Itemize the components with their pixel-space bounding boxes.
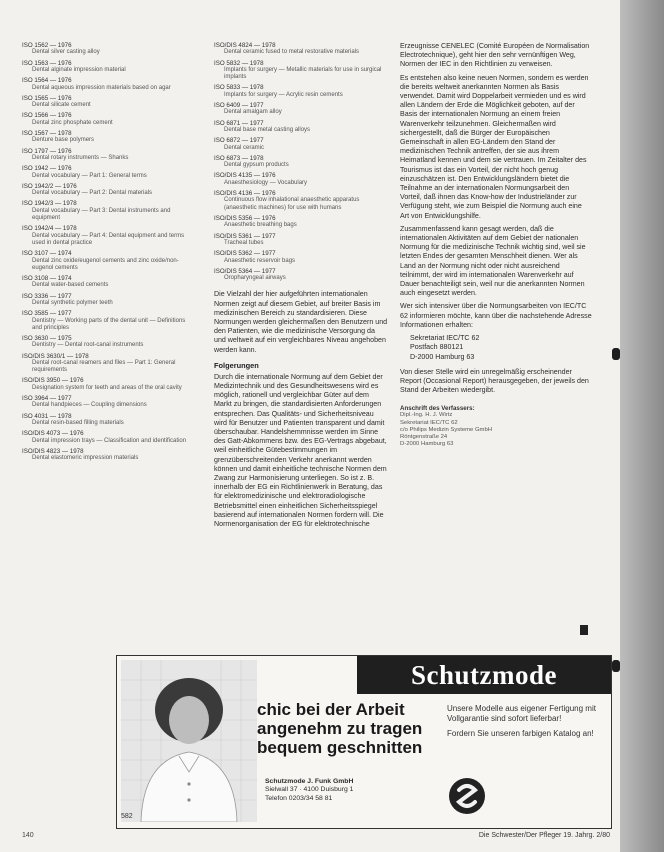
iso-standard-entry (22, 250, 190, 272)
author-line: c/o Philips Medizin Systeme GmbH (400, 426, 492, 433)
iso-title: Dental silicate cement (32, 102, 91, 109)
ad-catalog-text: Fordern Sie unseren farbigen Katalog an! (447, 729, 594, 739)
iso-standards-list-left (22, 42, 190, 465)
iso-standard-entry (214, 233, 388, 248)
iso-standard-entry (22, 95, 190, 110)
ad-delivery-text: Unsere Modelle aus eigener Fertigung mit Vollgarantie sind sofort lieferbar! (447, 704, 596, 723)
iso-standard-entry (22, 60, 190, 75)
paragraph-summary: Zusammenfassend kann gesagt werden, daß die internationalen Aktivitäten auf dem Gebiet der nationalen Normung für die medizinische Technik wichtig sind, weil sie letzten Endes der gesamten Menschheit dienen. Wer als Land an der Normung nicht oder nicht ausreichend teilnimmt, der wird im internationalen Warenverkehr auf Dauer benachteiligt sein, weil nur die anerkannten Normen auch eingesetzt werden. (400, 224, 586, 298)
slogan-line: bequem geschnitten (257, 738, 423, 757)
paragraph-cenelec: Erzeugnisse CENELEC (Comité Européen de Normalisation Electrotechnique), geht hier den sehr vernünftigen Weg, Normen der IEC in den Richtlinien zu verweisen. (400, 42, 590, 69)
iso-code: ISO 1942/4 — 1978 (22, 225, 77, 233)
iso-code: ISO 1564 — 1976 (22, 77, 72, 85)
binder-hole (612, 660, 620, 672)
iso-standard-entry (22, 225, 190, 247)
company-phone: Telefon 0203/34 58 81 (265, 794, 333, 802)
iso-code: ISO 1942/2 — 1976 (22, 182, 77, 190)
iso-code: ISO 3630 — 1975 (22, 334, 72, 342)
iso-standards-list-middle (214, 42, 388, 282)
ad-slogan (257, 700, 432, 757)
iso-code: ISO/DIS 3950 — 1976 (22, 377, 84, 385)
iso-standard-entry (22, 275, 190, 290)
iso-title: Dental zinc oxide/eugenol cements and zinc oxide/non-eugenol cements (32, 257, 179, 271)
iso-standard-entry (22, 200, 190, 222)
iso-code: ISO 1942/3 — 1978 (22, 200, 77, 208)
iso-standard-entry (22, 148, 190, 163)
iso-standard-entry (22, 130, 190, 145)
company-logo-icon (447, 776, 487, 816)
iso-code: ISO 1562 — 1976 (22, 42, 72, 49)
iso-title: Dental zinc phosphate cement (32, 119, 113, 126)
author-line: Röntgenstraße 24 (400, 433, 448, 440)
iso-standard-entry (22, 377, 190, 392)
address-line: D-2000 Hamburg 63 (410, 352, 475, 361)
slogan-line: angenehm zu tragen (257, 719, 423, 738)
iso-title: Dental vocabulary — Part 4: Dental equipment and terms used in dental practice (32, 232, 185, 246)
iso-standard-entry (22, 77, 190, 92)
paragraph-report: Von dieser Stelle wird ein unregelmäßig erscheinender Report (Occasional Report) herausgegeben, der jeweils den Stand der Arbeiten wiedergibt. (400, 367, 589, 395)
iso-code: ISO 6871 — 1977 (214, 119, 264, 127)
iso-code: ISO 1797 — 1976 (22, 147, 72, 155)
iso-title: Dental amalgam alloy (224, 109, 282, 116)
author-line: D-2000 Hamburg 63 (400, 441, 454, 448)
iso-title: Dental synthetic polymer teeth (32, 299, 113, 306)
iso-standard-entry (22, 448, 190, 463)
iso-title: Dental alginate impression material (32, 67, 126, 74)
address-line: Postfach 880121 (410, 343, 464, 352)
iso-code: ISO/DIS 5362 — 1977 (214, 250, 276, 258)
iso-title: Dental silver casting alloy (32, 49, 100, 56)
iso-code: ISO 6872 — 1977 (214, 137, 264, 145)
iso-standard-entry (22, 42, 190, 57)
nurse-photo-illustration (121, 660, 257, 822)
page-number: 140 (22, 832, 34, 839)
iso-standard-entry (214, 250, 388, 265)
iso-title: Dental elastomeric impression materials (32, 455, 139, 462)
iso-title: Anaesthetic reservoir bags (224, 257, 296, 264)
iso-standard-entry (22, 395, 190, 410)
iso-code: ISO/DIS 5361 — 1977 (214, 232, 276, 240)
iso-standard-entry (214, 190, 388, 212)
intro-paragraph: Die Vielzahl der hier aufgeführten internationalen Normen zeigt auf diesem Gebiet, auf breiter Basis im medizinischen Bereich zu standardisieren. Diese Normungen werden gleichermaßen den Benutzern und den Patienten, wie die medizinische Versorgung da und weltweit auf ein vergleichbares Niveau angehoben werden kann. (214, 290, 388, 354)
author-line: Dipl.-Ing. H. J. Wirtz (400, 412, 453, 419)
ad-company-address (265, 778, 425, 803)
iso-standard-entry (214, 215, 388, 230)
iso-title: Continuous flow inhalational anaesthetic apparatus (anaesthetic machines) for use with humans (224, 197, 360, 211)
iso-code: ISO 5832 — 1978 (214, 59, 264, 67)
iso-standard-entry (22, 353, 190, 375)
iso-code: ISO/DIS 4824 — 1978 (214, 42, 276, 49)
iso-code: ISO 1565 — 1976 (22, 94, 72, 102)
iso-code: ISO 5833 — 1978 (214, 84, 264, 92)
iso-code: ISO 3964 — 1977 (22, 394, 72, 402)
author-address (400, 412, 592, 448)
iso-title: Dental vocabulary — Part 2: Dental materials (32, 190, 153, 197)
secretariat-address (400, 334, 592, 362)
iso-code: ISO 3336 — 1977 (22, 292, 72, 300)
iso-title: Anaesthetic breathing bags (224, 222, 297, 229)
iso-standard-entry (214, 42, 388, 57)
iso-title: Dental vocabulary — Part 3: Dental instruments and equipment (32, 207, 171, 222)
section-heading-folgerungen: Folgerungen (214, 360, 259, 370)
iso-code: ISO 3585 — 1977 (22, 310, 72, 318)
iso-standard-entry (22, 430, 190, 445)
iso-code: ISO 4031 — 1978 (22, 412, 72, 420)
iso-code: ISO/DIS 5356 — 1976 (214, 214, 276, 222)
iso-code: ISO 1566 — 1976 (22, 112, 72, 120)
iso-code: ISO 6873 — 1978 (214, 154, 264, 162)
iso-standard-entry (214, 60, 388, 82)
iso-standard-entry (214, 172, 388, 187)
iso-code: ISO/DIS 4135 — 1976 (214, 172, 276, 180)
iso-title: Dental vocabulary — Part 1: General terms (32, 172, 147, 179)
slogan-line: chic bei der Arbeit (257, 700, 405, 719)
company-name: Schutzmode J. Funk GmbH (265, 778, 354, 785)
iso-standard-entry (22, 310, 190, 332)
iso-title: Tracheal tubes (224, 239, 264, 246)
iso-title: Dental aqueous impression materials based on agar (32, 84, 171, 91)
iso-title: Implants for surgery — Acrylic resin cements (224, 91, 343, 98)
iso-title: Dental base metal casting alloys (224, 127, 311, 134)
iso-code: ISO/DIS 4136 — 1976 (214, 190, 276, 198)
iso-title: Dentistry — Dental root-canal instruments (32, 342, 144, 349)
iso-title: Dental resin-based filling materials (32, 420, 124, 426)
iso-code: ISO 6409 — 1977 (214, 102, 264, 110)
iso-title: Dental water-based cements (32, 282, 109, 289)
paragraph-info: Wer sich intensiver über die Normungsarbeiten von IEC/TC 62 informieren möchte, kann über die nachstehende Adresse Informationen erhalten: (400, 302, 592, 329)
company-street: Sielwall 37 · 4100 Duisburg 1 (265, 786, 354, 794)
paragraph-no-new-norms: Es entstehen also keine neuen Normen, sondern es werden die bereits weltweit anerkannten Normen als Basis verwendet. Damit wird Doppelarbeit vermieden und es wird allen Ländern der Erde die Möglichkeit geboten, auf der Basis der internationalen Normung an einem freien Warenverkehr teilzunehmen. Gleichermaßen wird sichergestellt, daß die Bürger der Europäischen Gemeinschaft in allen EG-Ländern den Stand der medizinischen Technik antreffen, der sie aus ihrem Heimatland kennen und dem sie vertrauen. Im Zeitalter des Tourismus ist das ein Vorteil, der nicht hoch genug einzuschätzen ist. Den Entwicklungsländern bietet die Teilnahme an der internationalen Normungsarbeit den Vorteil, daß ihnen das Know-how der Industrieländer zur Verfügung steht, wie zum Beispiel die Normung auch eine Art von Entwicklungshilfe. (400, 73, 589, 220)
scan-background-edge (620, 0, 664, 852)
ad-photo-nurse (121, 660, 257, 822)
author-heading: Anschrift des Verfassers: (400, 405, 475, 413)
iso-code: ISO 1567 — 1978 (22, 130, 72, 138)
iso-code: ISO/DIS 4823 — 1978 (22, 447, 84, 455)
iso-title: Dental impression trays — Classification and identification (32, 437, 187, 444)
iso-title: Oropharyngeal airways (224, 275, 286, 282)
iso-standard-entry (214, 155, 388, 170)
iso-title: Designation system for teeth and areas of the oral cavity (32, 384, 182, 391)
iso-title: Dental ceramic fused to metal restorative materials (224, 49, 360, 56)
address-line: Sekretariat IEC/TC 62 (410, 334, 480, 343)
iso-title: Dentistry — Working parts of the dental unit — Definitions and principles (32, 317, 186, 331)
iso-title: Dental handpieces — Coupling dimensions (32, 402, 147, 409)
iso-title: Implants for surgery — Metallic materials for use in surgical implants (224, 67, 382, 81)
schutzmode-advertisement (116, 655, 612, 829)
binder-hole (612, 348, 620, 360)
right-column (400, 42, 592, 448)
iso-standard-entry (214, 120, 388, 135)
iso-standard-entry (214, 137, 388, 152)
iso-code: ISO/DIS 4073 — 1976 (22, 430, 84, 438)
iso-standard-entry (22, 165, 190, 180)
iso-standard-entry (22, 112, 190, 127)
iso-code: ISO 3107 — 1974 (22, 250, 72, 258)
middle-column (214, 42, 388, 533)
iso-standard-entry (214, 84, 388, 99)
iso-standard-entry (214, 102, 388, 117)
iso-title: Denture base polymers (32, 137, 95, 144)
margin-marker (580, 625, 588, 635)
conclusions-paragraph: Durch die internationale Normung auf dem Gebiet der Medizintechnik und des Gesundheitswesens wird es möglich, rationell und vergleichbar Güter auf dem Markt zu bringen, die standardisierten Anforderungen entsprechen. Das Qualitäts- und Sicherheitsniveau wird für Benutzer und Patienten transparent und damit überschaubar. Handelshemmnisse werden im Sinne des Gatt-Abkommens bzw. des EG-Vertrags abgebaut, weil einheitliche Gütebestimmungen im grenzüberschreitenden Verkehr anerkannt werden können und damit einheitliche technische Normen dem Zwang zur Harmonisierung unterliegen. So ist z. B. innerhalb der EG ein Richtlinienwerk in Beratung, das für elektromedizinische und elektroradiologische Betriebsmittel einen einheitlichen Sicherheitsspiegel basierend auf internationalen Normen fordern will. Die Normenorganisation der EG für elektrotechnische (214, 372, 387, 528)
iso-standard-entry (214, 268, 388, 283)
ad-side-text (447, 704, 607, 745)
journal-footer: Die Schwester/Der Pfleger 19. Jahrg. 2/80 (478, 832, 610, 839)
iso-title: Dental gypsum products (224, 162, 289, 169)
photo-code: 582 (121, 813, 133, 820)
iso-title: Dental rotary instruments — Shanks (32, 155, 129, 162)
iso-title: Dental ceramic (224, 144, 265, 151)
iso-standard-entry (22, 183, 190, 198)
iso-title: Anaesthesiology — Vocabulary (224, 179, 308, 186)
iso-standard-entry (22, 293, 190, 308)
iso-standard-entry (22, 413, 190, 428)
author-line: Sekretariat IEC/TC 62 (400, 419, 458, 426)
iso-code: ISO 3108 — 1974 (22, 274, 72, 282)
brand-banner: Schutzmode (357, 656, 611, 694)
iso-code: ISO/DIS 5364 — 1977 (214, 267, 276, 275)
iso-standard-entry (22, 335, 190, 350)
iso-code: ISO 1942 — 1976 (22, 165, 72, 173)
iso-title: Dental root-canal reamers and files — Part 1: General requirements (32, 359, 176, 374)
iso-code: ISO/DIS 3630/1 — 1978 (22, 352, 89, 360)
iso-code: ISO 1563 — 1976 (22, 59, 72, 67)
